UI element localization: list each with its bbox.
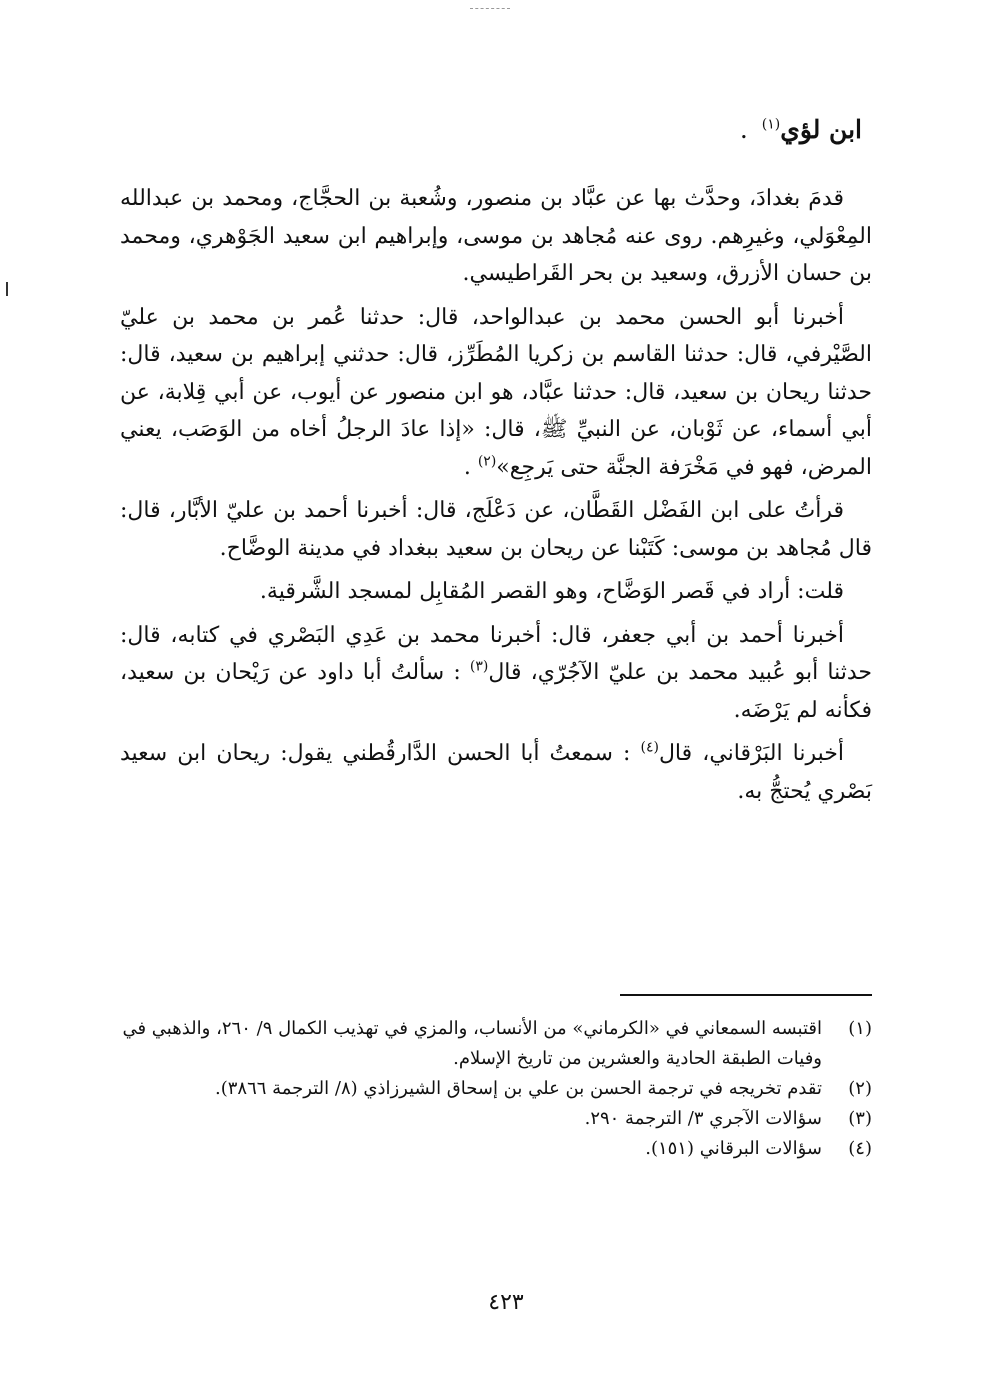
footnote-divider xyxy=(620,994,872,996)
paragraph-text-before: أخبرنا أحمد بن أبي جعفر، قال: أخبرنا محمد بن عَدِي البَصْري في كتابه، قال: حدثنا أبو عُبيد محمد بن عليّ الآجُرّي، قال xyxy=(120,622,872,685)
footnote-1 xyxy=(120,1014,872,1074)
page-number: ٤٢٣ xyxy=(488,1290,524,1315)
entry-title: ابن لؤي xyxy=(780,115,862,144)
paragraph-text: قدمَ بغدادَ، وحدَّث بها عن عبَّاد بن منصور، وشُعبة بن الحجَّاج، ومحمد بن عبدالله المِعْوَلي، وغيرِهم. روى عنه مُجاهد بن موسى، وإبراهيم ابن سعيد الجَوْهري، ومحمد بن حسان الأزرق، وسعيد بن بحر القَراطيسي. xyxy=(120,186,872,286)
footnote-number: (٤) xyxy=(848,1138,872,1159)
paragraph-end: . xyxy=(463,454,478,480)
paragraph-text-before: أخبرنا البَرْقاني، قال xyxy=(658,741,844,766)
footnote-ref-2[interactable]: (٢) xyxy=(477,453,497,470)
paragraph-text-after: : سألتُ أبا داود عن رَيْحان بن سعيد، فكأنه لم يَرْضَه. xyxy=(120,660,872,723)
main-text xyxy=(120,180,872,816)
paragraph-text-after: : سمعتُ أبا الحسن الدَّارقُطني يقول: ريحان ابن سعيد بَصْري يُحتجُّ به. xyxy=(120,741,872,804)
paragraph-daraqutni xyxy=(120,735,872,810)
paragraph-hadith-chain xyxy=(120,299,872,487)
footnote-3 xyxy=(120,1104,872,1134)
heading-dot: . xyxy=(739,115,748,144)
footnote-2 xyxy=(120,1074,872,1104)
paragraph-reading xyxy=(120,492,872,567)
footnote-text: سؤالات البرقاني (١٥١). xyxy=(645,1138,822,1159)
footnote-number: (٢) xyxy=(848,1078,872,1099)
footnote-text: سؤالات الآجري ٣/ الترجمة ٢٩٠. xyxy=(584,1108,822,1129)
entry-heading xyxy=(740,110,862,150)
scan-top-mark xyxy=(470,0,510,9)
paragraph-text: أخبرنا أبو الحسن محمد بن عبدالواحد، قال: حدثنا عُمر بن محمد بن عليّ الصَّيْرفي، قال: حدثنا القاسم بن زكريا المُطَرِّز، قال: حدثني إبراهيم بن سعيد، قال: حدثنا ريحان بن سعيد، قال: حدثنا عبَّاد، هو ابن منصور عن أيوب، عن أبي قِلابة، عن أبي أسماء، عن ثَوْبان، عن النبيِّ ﷺ، قال: «إذا عادَ الرجلُ أخاه من الوَصَب، يعني المرض، فهو في مَخْرَفة الجنَّة حتى يَرجِع» xyxy=(120,304,872,480)
footnote-ref-3[interactable]: (٣) xyxy=(469,658,489,675)
footnote-number: (١) xyxy=(848,1018,872,1039)
paragraph-biography xyxy=(120,180,872,293)
footnote-text: تقدم تخريجه في ترجمة الحسن بن علي بن إسحاق الشيرزاذي (٨/ الترجمة ٣٨٦٦). xyxy=(214,1078,822,1099)
footnote-number: (٣) xyxy=(848,1108,872,1129)
footnote-4 xyxy=(120,1134,872,1164)
scan-side-mark xyxy=(6,282,8,296)
paragraph-text: قلت: أراد في قَصر الوَضَّاح، وهو القصر المُقابِل لمسجد الشَّرقية. xyxy=(259,579,844,604)
paragraph-comment xyxy=(120,573,872,611)
footnote-ref-4[interactable]: (٤) xyxy=(640,739,659,756)
footnote-text: اقتبسه السمعاني في «الكرماني» من الأنساب، والمزي في تهذيب الكمال ٩/ ٢٦٠، والذهبي في وفيات الطبقة الحادية والعشرين من تاريخ الإسلام. xyxy=(122,1018,822,1069)
paragraph-abu-dawud xyxy=(120,617,872,730)
footnote-ref-1[interactable]: (١) xyxy=(761,116,781,133)
footnotes xyxy=(120,1014,872,1164)
paragraph-text: قرأتُ على ابن الفَضْل القَطَّان، عن دَعْلَج، قال: أخبرنا أحمد بن عليّ الأبَّار، قال: قال مُجاهد بن موسى: كَتَبْنا عن ريحان بن سعيد ببغداد في مدينة الوضَّاح. xyxy=(120,498,872,561)
